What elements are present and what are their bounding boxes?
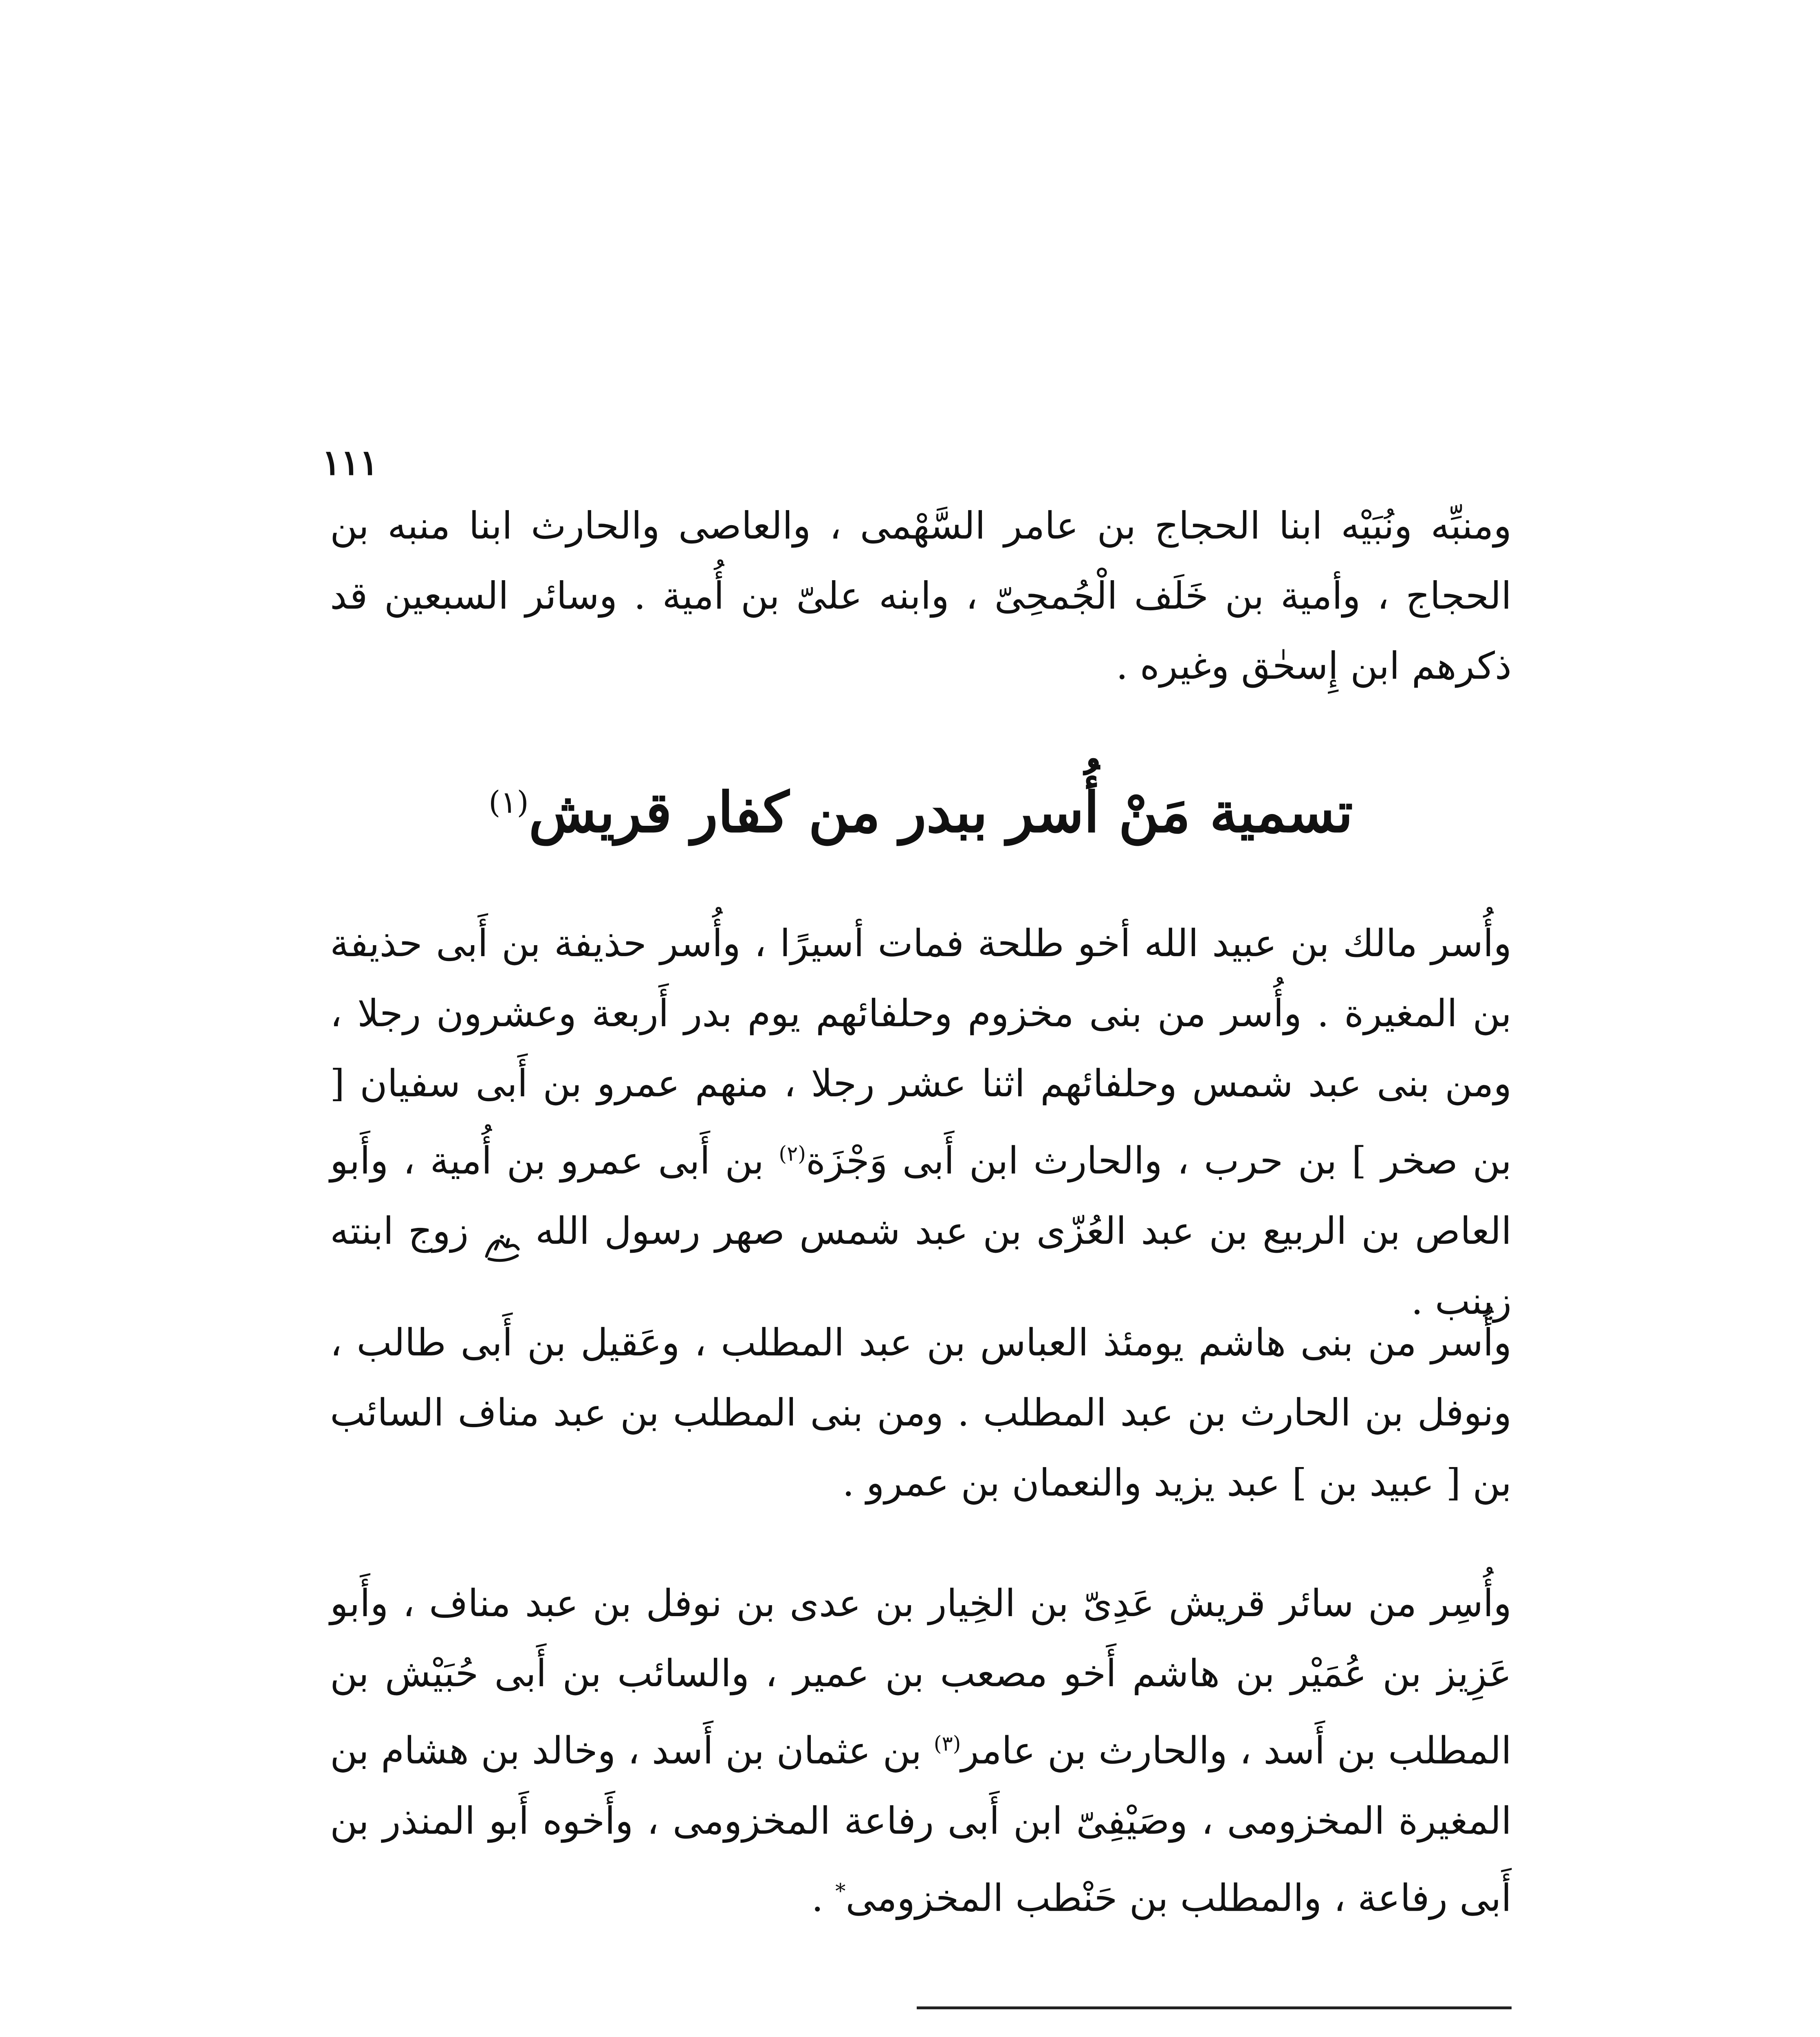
footnote-marker-2: (٢) bbox=[779, 1142, 806, 1166]
paragraph-1-block bbox=[330, 909, 1512, 1336]
heading-footnote-marker: (١) bbox=[489, 785, 529, 820]
chapter-heading bbox=[330, 762, 1512, 853]
paragraph-1-part-c: زوج ابنته زينب . bbox=[330, 1209, 1512, 1323]
paragraph-3-part-c: . bbox=[811, 1876, 836, 1920]
paragraph-2: وأُسر من بنى هاشم يومئذ العباس بن عبد المطلب ، وعَقيل بن أَبى طالب ، ونوفل بن الحارث بن عبد المطلب . ومن بنى المطلب بن عبد مناف السائب بن [ عبيد بن ] عبد يزيد والنعمان بن عمرو . bbox=[330, 1321, 1512, 1505]
paragraph-1-part-a: وأُسر مالك بن عبيد الله أخو طلحة فمات أسيرًا ، وأُسر حذيفة بن أَبى حذيفة بن المغيرة . وأُسر من بنى مخزوم وحلفائهم يوم بدر أَربعة وعشرون رجلا ، ومن بنى عبد شمس وحلفائهم اثنا عشر رجلا ، منهم عمرو بن أَبى سفيان [ بن صخر ] بن حرب ، والحارث ابن أَبى وَجْزَة bbox=[330, 922, 1512, 1183]
footnote-divider bbox=[917, 2006, 1512, 2009]
paragraph-3 bbox=[330, 1568, 1512, 1933]
footnote-marker-3: (٣) bbox=[933, 1731, 961, 1755]
intro-paragraph: ومنبِّه ونُبَيْه ابنا الحجاج بن عامر السَّهْمى ، والعاصى والحارث ابنا منبه بن الحجاج ، وأمية بن خَلَف الْجُمحِىّ ، وابنه علىّ بن أُمية . وسائر السبعين قد ذكرهم ابن إِسحٰق وغيره . bbox=[330, 504, 1512, 688]
star-footnote-marker: * bbox=[835, 1879, 846, 1903]
paragraph-3-part-a: وأُسِر من سائر قريش عَدِىّ بن الخِيار بن عدى بن نوفل بن عبد مناف ، وأَبو عَزِيز بن عُمَيْر بن هاشم أَخو مصعب بن عمير ، والسائب بن أَبى حُبَيْش بن المطلب بن أَسد ، والحارث بن عامر bbox=[330, 1582, 1512, 1773]
chapter-heading-title: تسمية مَنْ أُسر ببدر من كفار قريش bbox=[528, 780, 1353, 845]
paragraph-1 bbox=[330, 909, 1512, 1336]
paragraph-3-block bbox=[330, 1568, 1512, 1933]
paragraph-2-block bbox=[330, 1308, 1512, 1518]
page-number: ١١١ bbox=[322, 442, 379, 483]
intro-paragraph-block bbox=[330, 491, 1512, 701]
paragraph-1-part-b: بن أَبى عمرو بن أُمية ، وأَبو العاص بن الربيع بن عبد العُزّى بن عبد شمس صهر رسول الله bbox=[330, 1139, 1512, 1253]
salawat-seal-icon bbox=[483, 1218, 521, 1250]
paragraph-3-part-b: بن عثمان بن أَسد ، وخالد بن هشام بن المغيرة المخزومى ، وصَيْفِىّ ابن أَبى رفاعة المخزومى ، وأَخوه أَبو المنذر بن أَبى رفاعة ، والمطلب بن حَنْطب المخزومى bbox=[330, 1729, 1512, 1920]
